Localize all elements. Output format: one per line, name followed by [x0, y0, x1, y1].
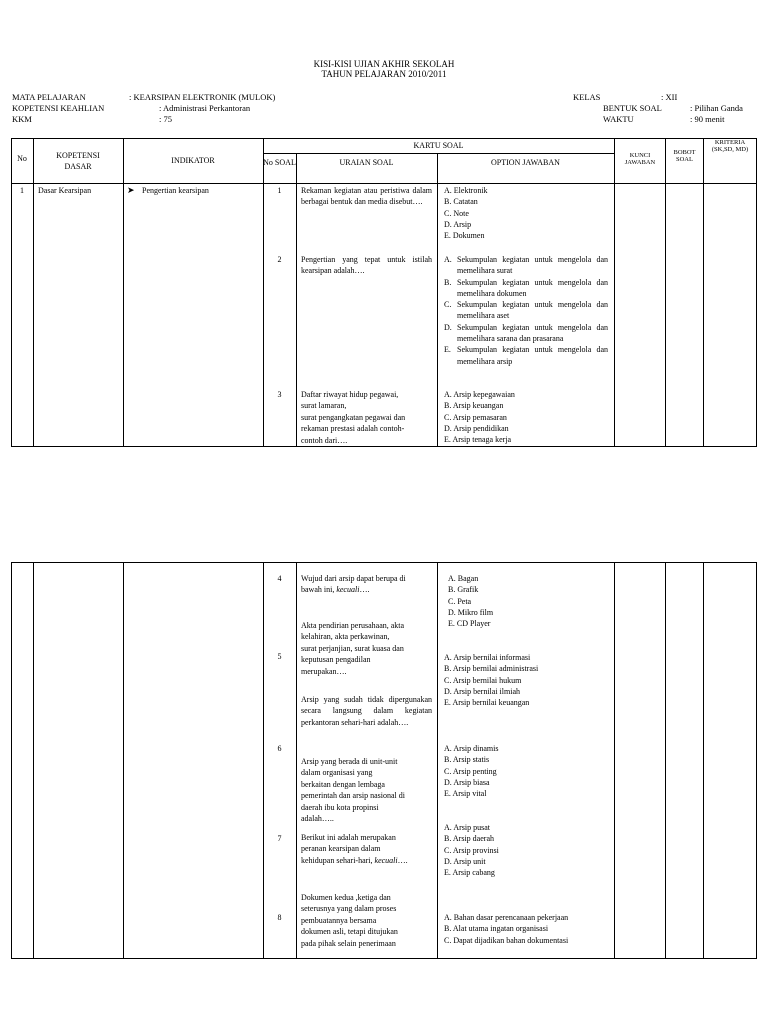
doc-title: KISI-KISI UJIAN AKHIR SEKOLAH: [313, 59, 455, 69]
q6-number: 6: [277, 744, 282, 753]
col-no-header: No: [17, 154, 27, 163]
q3-options: A. Arsip kepegawaian B. Arsip keuangan C. Arsip pemasaran D. Arsip pendidikan E. Arsip tenaga kerja: [444, 390, 515, 445]
q1-text: Rekaman kegiatan atau peristiwa dalam berbagai bentuk dan media disebut….: [301, 186, 432, 207]
q4-text: Wujud dari arsip dapat berupa di bawah ini, kecuali….: [301, 574, 406, 595]
col-kriteria-header: KRITERIA (SK,SD, MD): [711, 139, 749, 153]
q5-options: A. Arsip bernilai informasi B. Arsip bernilai administrasi C. Arsip bernilai hukum D. Arsip bernilai ilmiah E. Arsip bernilai keuangan: [444, 653, 539, 708]
q7-number: 7: [277, 834, 282, 843]
q6-text: Arsip yang sudah tidak dipergunakan secara langsung dalam kegiatan perkantoran sehari-hari adalah….: [301, 695, 432, 727]
q5-text: Akta pendirian perusahaan, akta kelahiran, akta perkawinan, surat perjanjian, surat kuasa dan keputusan pengadilan merupakan….: [301, 621, 405, 676]
col-indikator-header: INDIKATOR: [171, 156, 215, 165]
kkm-label: KKM: [12, 114, 32, 124]
q7-options: A. Arsip pusat B. Arsip daerah C. Arsip provinsi D. Arsip unit E. Arsip cabang: [444, 823, 499, 878]
q6-options: A. Arsip dinamis B. Arsip statis C. Arsip penting D. Arsip biasa E. Arsip vital: [444, 744, 499, 799]
bentuk-value: : Pilihan Ganda: [690, 103, 743, 113]
kompetensi-value: : Administrasi Perkantoran: [159, 103, 251, 113]
row-no: 1: [20, 186, 24, 195]
col-option-header: OPTION JAWABAN: [491, 158, 560, 167]
doc-subtitle: TAHUN PELAJARAN 2010/2011: [321, 69, 447, 79]
q5-number: 5: [277, 652, 282, 661]
col-bobot-header: BOBOT SOAL: [673, 149, 696, 163]
kelas-label: KELAS: [573, 92, 601, 102]
q2-text: Pengertian yang tepat untuk istilah kearsipan adalah….: [301, 255, 432, 276]
mapel-label: MATA PELAJARAN: [12, 92, 86, 102]
col-uraian-header: URAIAN SOAL: [339, 158, 394, 167]
q8-text: Dokumen kedua ,ketiga dan seterusnya yang dalam proses pembuatannya bersama dokumen asli, tetapi ditujukan pada pihak selain penerimaan: [301, 893, 398, 948]
kelas-value: : XII: [661, 92, 678, 102]
q4-number: 4: [277, 574, 282, 583]
mapel-value: : KEARSIPAN ELEKTRONIK (MULOK): [129, 92, 276, 102]
q7-text-b: Berikut ini adalah merupakan peranan kearsipan dalam kehidupan sehari-hari, kecuali….: [301, 833, 408, 865]
col-no-soal-header: No SOAL: [263, 158, 296, 167]
q3-text: Daftar riwayat hidup pegawai, surat lamaran, surat pengangkatan pegawai dan rekaman prestasi adalah contoh- contoh dari….: [301, 390, 406, 445]
q4-options: A. Bagan B. Grafik C. Peta D. Mikro film E. CD Player: [448, 574, 494, 629]
q1-number: 1: [277, 186, 282, 195]
kompetensi-label: KOPETENSI KEAHLIAN: [12, 103, 105, 113]
kkm-value: : 75: [159, 114, 172, 124]
q1-options: A. Elektronik B. Catatan C. Note D. Arsip E. Dokumen: [444, 186, 488, 241]
waktu-value: : 90 menit: [690, 114, 725, 124]
q8-options: A. Bahan dasar perencanaan pekerjaan B. Alat utama ingatan organisasi C. Dapat dijadikan bahan dokumentasi: [444, 913, 569, 945]
bullet-arrow-icon: ➤: [127, 185, 135, 195]
q2-options: A. Sekumpulan kegiatan untuk mengelola dan memelihara surat B. Sekumpulan kegiatan untuk mengelola dan memelihara dokumen C. Sekumpulan kegiatan untuk mengelola dan memelihara aset D. Sekumpulan kegiatan untuk mengelola dan memelihara sarana dan prasarana E. Sekumpulan kegiatan untuk mengelola dan memelihara arsip: [444, 255, 608, 366]
q3-number: 3: [277, 390, 282, 399]
col-kompetensi-header: KOPETENSI DASAR: [56, 151, 100, 171]
bentuk-label: BENTUK SOAL: [603, 103, 662, 113]
q8-number: 8: [277, 913, 282, 922]
q2-number: 2: [277, 255, 282, 264]
row-kompetensi: Dasar Kearsipan: [38, 186, 92, 195]
col-kartu-soal-header: KARTU SOAL: [413, 141, 464, 150]
waktu-label: WAKTU: [603, 114, 634, 124]
q7-text-a: Arsip yang berada di unit-unit dalam organisasi yang berkaitan dengan lembaga pemerintah dan arsip nasional di daerah ibu kota propinsi adalah…..: [301, 757, 405, 824]
row-indikator: Pengertian kearsipan: [142, 186, 209, 195]
col-kunci-header: KUNCI JAWABAN: [624, 152, 656, 166]
